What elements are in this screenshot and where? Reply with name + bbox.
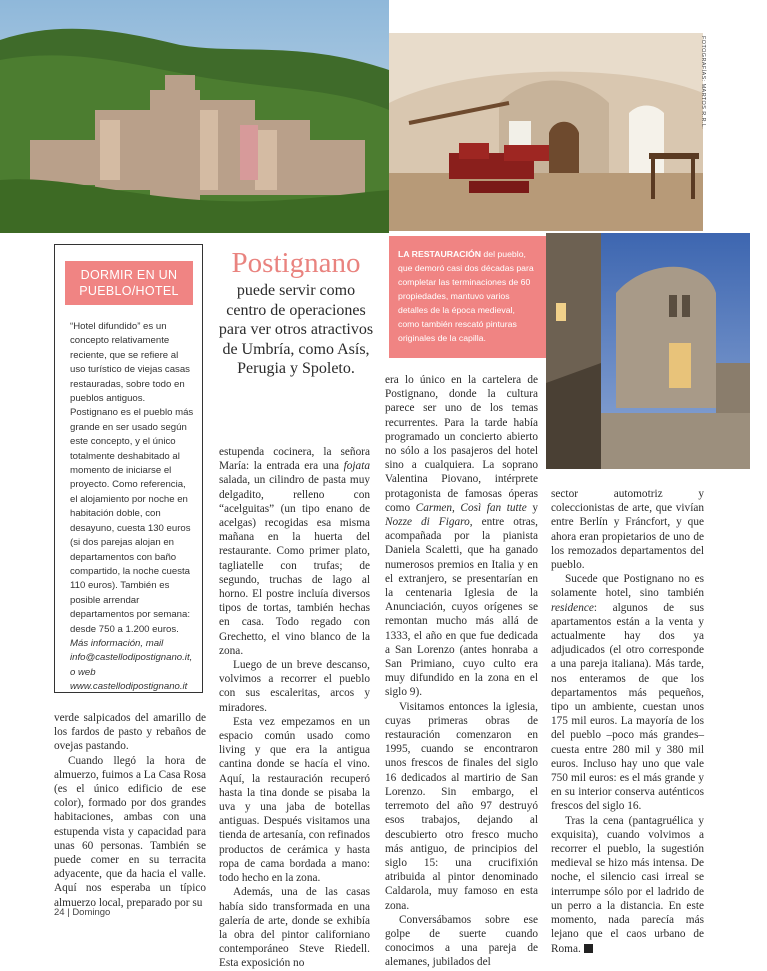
photo-vaulted-interior [389, 33, 703, 231]
paragraph: Tras la cena (pantagruélica y exquisita), cuando volvimos a recorrer el pueblo, la sugestión medieval se hizo más intensa. De noche, el silencio casi irreal se interrumpe sólo por el ladrido de un perro a la distancia. En este momento, nada parecía más lejano que el caos urbano de Roma. [551, 814, 704, 955]
sidebar-text [70, 320, 195, 695]
paragraph: verde salpicados del amarillo de los fardos de pasto y rebaños de ovejas pastando. [54, 712, 206, 753]
column-3 [385, 373, 538, 970]
sidebar-body: “Hotel difundido” es un concepto relativamente reciente, que se refiere al uso turístico de viejas casas restauradas, sobre todo en pueblos antiguos. Postignano es el pueblo más grande en ser usado según este concepto, y el único totalmente deshabitado al momento de iniciarse el proyecto. Como referencia, el alojamiento por noche en habitación doble, con desayuno, cuesta 130 euros (si dos parejas alojan en departamentos con baño compartido, la noche cuesta 110 euros). También es posible arrendar departamentos por semana: desde 750 a 1.200 euros. [70, 321, 194, 635]
pull-quote [216, 246, 376, 379]
paragraph: sector automotriz y coleccionistas de arte, que vivían entre Berlín y Fráncfort, y que ahora eran propietarios de uno de los remozados departamentos del pueblo. [551, 488, 704, 572]
paragraph: Sucede que Postignano no es solamente hotel, sino también residence: algunos de sus apartamentos están a la venta y actualmente hay dos ya adjudicados (el otro corresponde a una pareja italiana). Más tarde, nos enteramos de que los departamentos más pequeños, tipo un ambiente, cuestan unos 175 mil euros. La mayoría de los del pueblo –poco más grandes– cuesta entre 280 mil y 380 mil euros. Incluso hay uno que vale 750 mil euros: es el más grande y en su interior conserva auténticos frescos del siglo 16. [551, 573, 704, 813]
sidebar-box [54, 244, 203, 693]
paragraph: Cuando llegó la hora de almuerzo, fuimos a La Casa Rosa (es el único edificio de ese color), formado por dos grandes habitaciones, ambas con una estupenda vista y capacidad para unas 60 personas. También se puede comer en su terracita adyacente, que da hacia el valle. Aquí nos esperaba un típico almuerzo local, preparado por su [54, 754, 206, 909]
pull-quote-title: Postignano [231, 247, 361, 279]
sidebar-banner: DORMIR EN UN PUEBLO/HOTEL [65, 261, 193, 305]
page-folio: 24 | Domingo [54, 907, 111, 918]
paragraph: Conversábamos sobre ese golpe de suerte cuando conocimos a una pareja de alemanes, jubilados del [385, 913, 538, 969]
photo-credit: FOTOGRAFÍAS: MARTOS R.R.L. [700, 36, 706, 130]
column-1 [54, 711, 206, 910]
paragraph: Además, una de las casas había sido transformada en una galería de arte, donde se exhibía la obra del pintor californiano contemporáneo Steve Riedell. Esta exposición no [219, 886, 370, 970]
paragraph: Esta vez empezamos en un espacio común usado como living y que era la antigua cantina donde se hacía el vino. Aquí, la restauración recuperó hasta la tina donde se pisaba la uva y una jaba de botellas antiguas. Después visitamos una tienda de artesanía, con refinados productos de cerámica y hasta ropa de cama bordada a mano: todo hecho en la zona. [219, 715, 370, 885]
paragraph: Visitamos entonces la iglesia, cuyas primeras obras de restauración comenzaron en 1995, cuando se encontraron unos frescos de finales del siglo 16 dedicados al martirio de San Lorenzo. Sin embargo, el terremoto del año 97 destruyó esos trabajos, dejando al descubierto otro fresco mucho más antiguo, de principios del siglo 15: una crucifixión atribuida al pintor denominado Caldarola, muy famoso en esta zona. [385, 700, 538, 912]
column-4 [551, 487, 704, 956]
photo-tower-dusk [546, 233, 750, 469]
paragraph: estupenda cocinera, la señora María: la entrada era una fojata salada, un cilindro de pasta muy delgadito, relleno con “acelguitas” (un tipo enano de acelgas) recogidas esa misma mañana en la huerta del restaurante. Como primer plato, tagliatelle con trufas; de segundo, truchas de lago al horno. El postre incluía diversos tipos de tortas, también hechas en casa. Todo regado con Grechetto, el vino blanco de la zona. [219, 446, 370, 657]
column-2 [219, 445, 370, 971]
pull-quote-deck: puede servir como centro de operaciones para ver otros atractivos de Umbría, como Asís, Perugia y Spoleto. [218, 282, 374, 377]
end-mark-icon [584, 944, 593, 953]
sidebar-info: Más información, mail info@castellodipostignano.it, o web www.castellodipostignano.it [70, 637, 193, 693]
photo-hill-village [0, 0, 389, 233]
photo-caption [389, 236, 546, 358]
caption-lead: LA RESTAURACIÓN [398, 249, 482, 259]
paragraph: era lo único en la cartelera de Postignano, donde la cultura parece ser uno de los temas recurrentes. Para la tarde había programado un concierto abierto no sólo a los pasajeros del hotel sino a cualquiera. La soprano Valentina Piovano, intérprete protagonista de famosas óperas como Carmen, Così fan tutte y Nozze di Figaro, entre otras, acompañada por la pianista Daniela Scaletti, que ha ganado numerosos premios en Italia y en el extranjero, se presentarían en la centenaria Iglesia de la Anunciación, cuyos orígenes se remontan mucho más allá de 1333, el año en que fue dedicada a San Lorenzo (antes honraba a San Primiano, cuyo culto era muy difundido en la zona en el siglo 9). [385, 374, 538, 699]
caption-text: del pueblo, que demoró casi dos décadas para completar las terminaciones de 60 propiedades, mantuvo varios detalles de la época medieval, como también rescató pinturas originales de la capilla. [398, 249, 534, 343]
paragraph: Luego de un breve descanso, volvimos a recorrer el pueblo con sus escaleritas, arcos y miradores. [219, 659, 370, 714]
